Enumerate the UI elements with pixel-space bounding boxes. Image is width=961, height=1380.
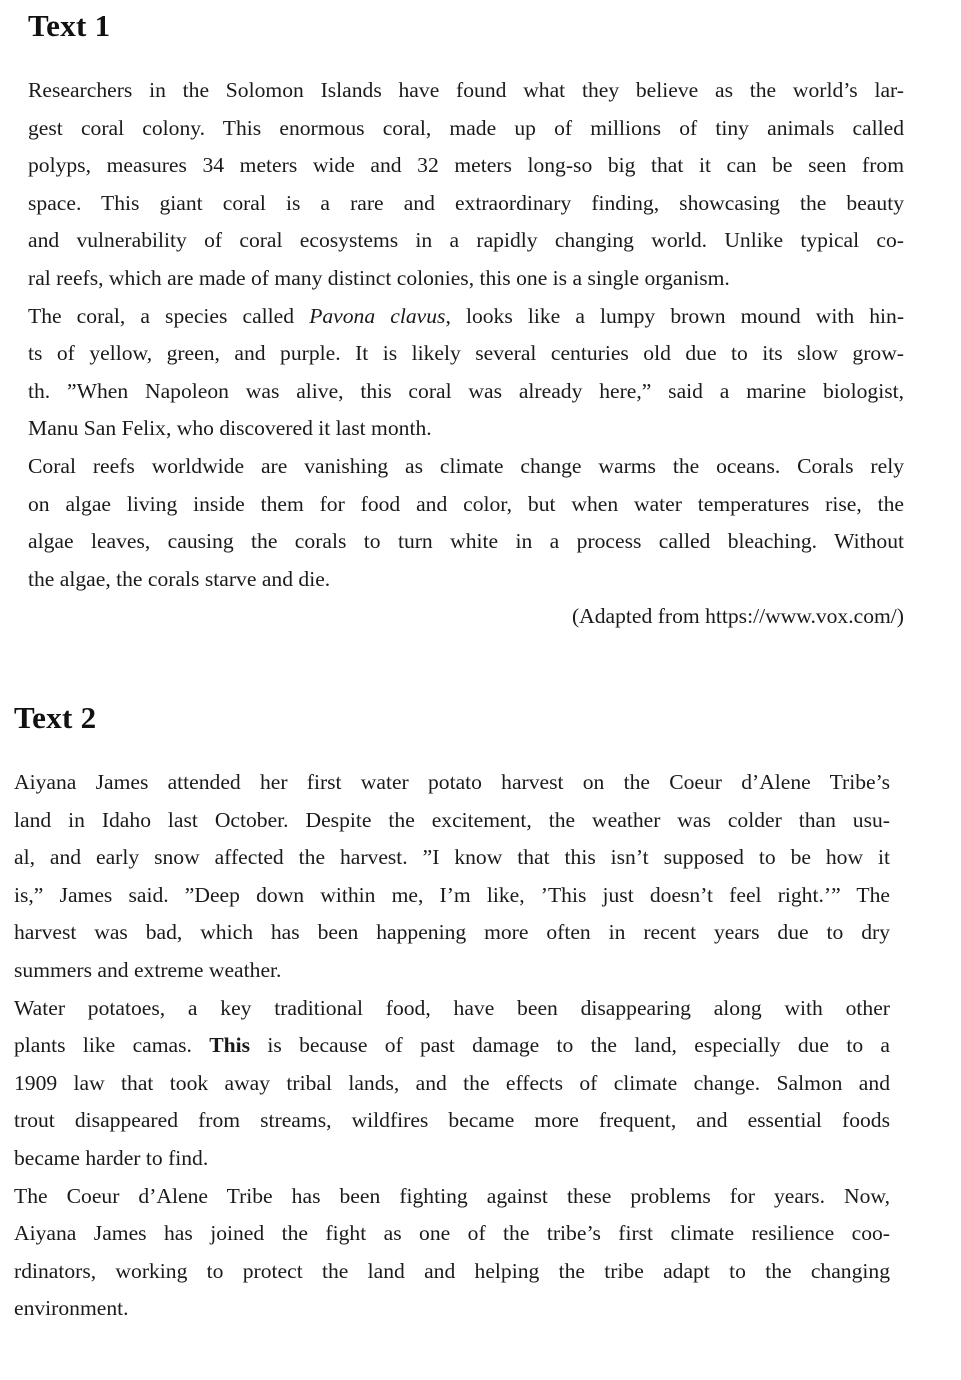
- text-fragment: The coral, a species called: [28, 303, 310, 328]
- text-line: al, and early snow affected the harvest. ”I know that this isn’t supposed to be how it: [14, 845, 890, 870]
- text-line: on algae living inside them for food and color, but when water temperatures rise, the: [28, 491, 904, 516]
- text-line: became harder to find.: [14, 1145, 209, 1170]
- text-2-paragraph-3: [14, 1178, 890, 1328]
- text-2-paragraph-2: [14, 990, 890, 1178]
- text-line: summers and extreme weather.: [14, 957, 282, 982]
- text-2-heading: Text 2: [14, 700, 97, 735]
- text-line: is,” James said. ”Deep down within me, I’m like, ’This just doesn’t feel right.’” The: [14, 882, 890, 907]
- text-2-body: [14, 764, 890, 1328]
- text-fragment: plants like camas.: [14, 1033, 210, 1058]
- text-line: polyps, measures 34 meters wide and 32 meters long-so big that it can be seen from: [28, 153, 904, 178]
- text-line: th. ”When Napoleon was alive, this coral was already here,” said a marine biologist,: [28, 378, 904, 403]
- text-line: Coral reefs worldwide are vanishing as climate change warms the oceans. Corals rely: [28, 453, 904, 478]
- text-1-paragraph-3: [28, 448, 904, 598]
- text-1-paragraph-1: [28, 72, 904, 298]
- text-line: environment.: [14, 1296, 129, 1321]
- text-line: The Coeur d’Alene Tribe has been fighting against these problems for years. Now,: [14, 1183, 890, 1208]
- text-1-heading: Text 1: [28, 8, 111, 43]
- text-line: the algae, the corals starve and die.: [28, 566, 331, 591]
- text-2-paragraph-1: [14, 764, 890, 990]
- text-line: gest coral colony. This enormous coral, made up of millions of tiny animals called: [28, 115, 904, 140]
- text-fragment: is because of past damage to the land, especially due to a: [250, 1033, 891, 1058]
- text-line: and vulnerability of coral ecosystems in a rapidly changing world. Unlike typical co-: [28, 228, 904, 253]
- source-attribution: (Adapted from https://www.vox.com/): [571, 604, 904, 629]
- text-line: Aiyana James has joined the fight as one of the tribe’s first climate resilience coo-: [14, 1221, 890, 1246]
- text-line: rdinators, working to protect the land and helping the tribe adapt to the changing: [14, 1258, 890, 1283]
- text-line: [28, 298, 904, 336]
- text-line: Manu San Felix, who discovered it last month.: [28, 416, 432, 441]
- highlighted-word: This: [209, 1033, 251, 1058]
- species-name: Pavona clavus: [309, 303, 446, 328]
- text-line: algae leaves, causing the corals to turn white in a process called bleaching. Without: [28, 529, 904, 554]
- text-line: [14, 1027, 890, 1065]
- text-line: ral reefs, which are made of many distinct colonies, this one is a single organism.: [28, 265, 730, 290]
- text-fragment: , looks like a lumpy brown mound with hin-: [445, 303, 905, 328]
- text-1-paragraph-2: [28, 298, 904, 448]
- text-1-body: [28, 72, 904, 636]
- text-line: Aiyana James attended her first water potato harvest on the Coeur d’Alene Tribe’s: [14, 770, 890, 794]
- text-line: space. This giant coral is a rare and extraordinary finding, showcasing the beauty: [28, 190, 904, 215]
- text-line: Water potatoes, a key traditional food, have been disappearing along with other: [14, 995, 890, 1020]
- text-line: ts of yellow, green, and purple. It is likely several centuries old due to its slow grow-: [28, 341, 904, 366]
- text-line: land in Idaho last October. Despite the excitement, the weather was colder than usu-: [14, 807, 890, 832]
- text-line: Researchers in the Solomon Islands have found what they believe as the world’s lar-: [28, 78, 904, 102]
- text-line: harvest was bad, which has been happening more often in recent years due to dry: [14, 920, 890, 945]
- text-line: trout disappeared from streams, wildfires became more frequent, and essential foods: [14, 1108, 890, 1133]
- text-line: 1909 law that took away tribal lands, and the effects of climate change. Salmon and: [14, 1070, 890, 1095]
